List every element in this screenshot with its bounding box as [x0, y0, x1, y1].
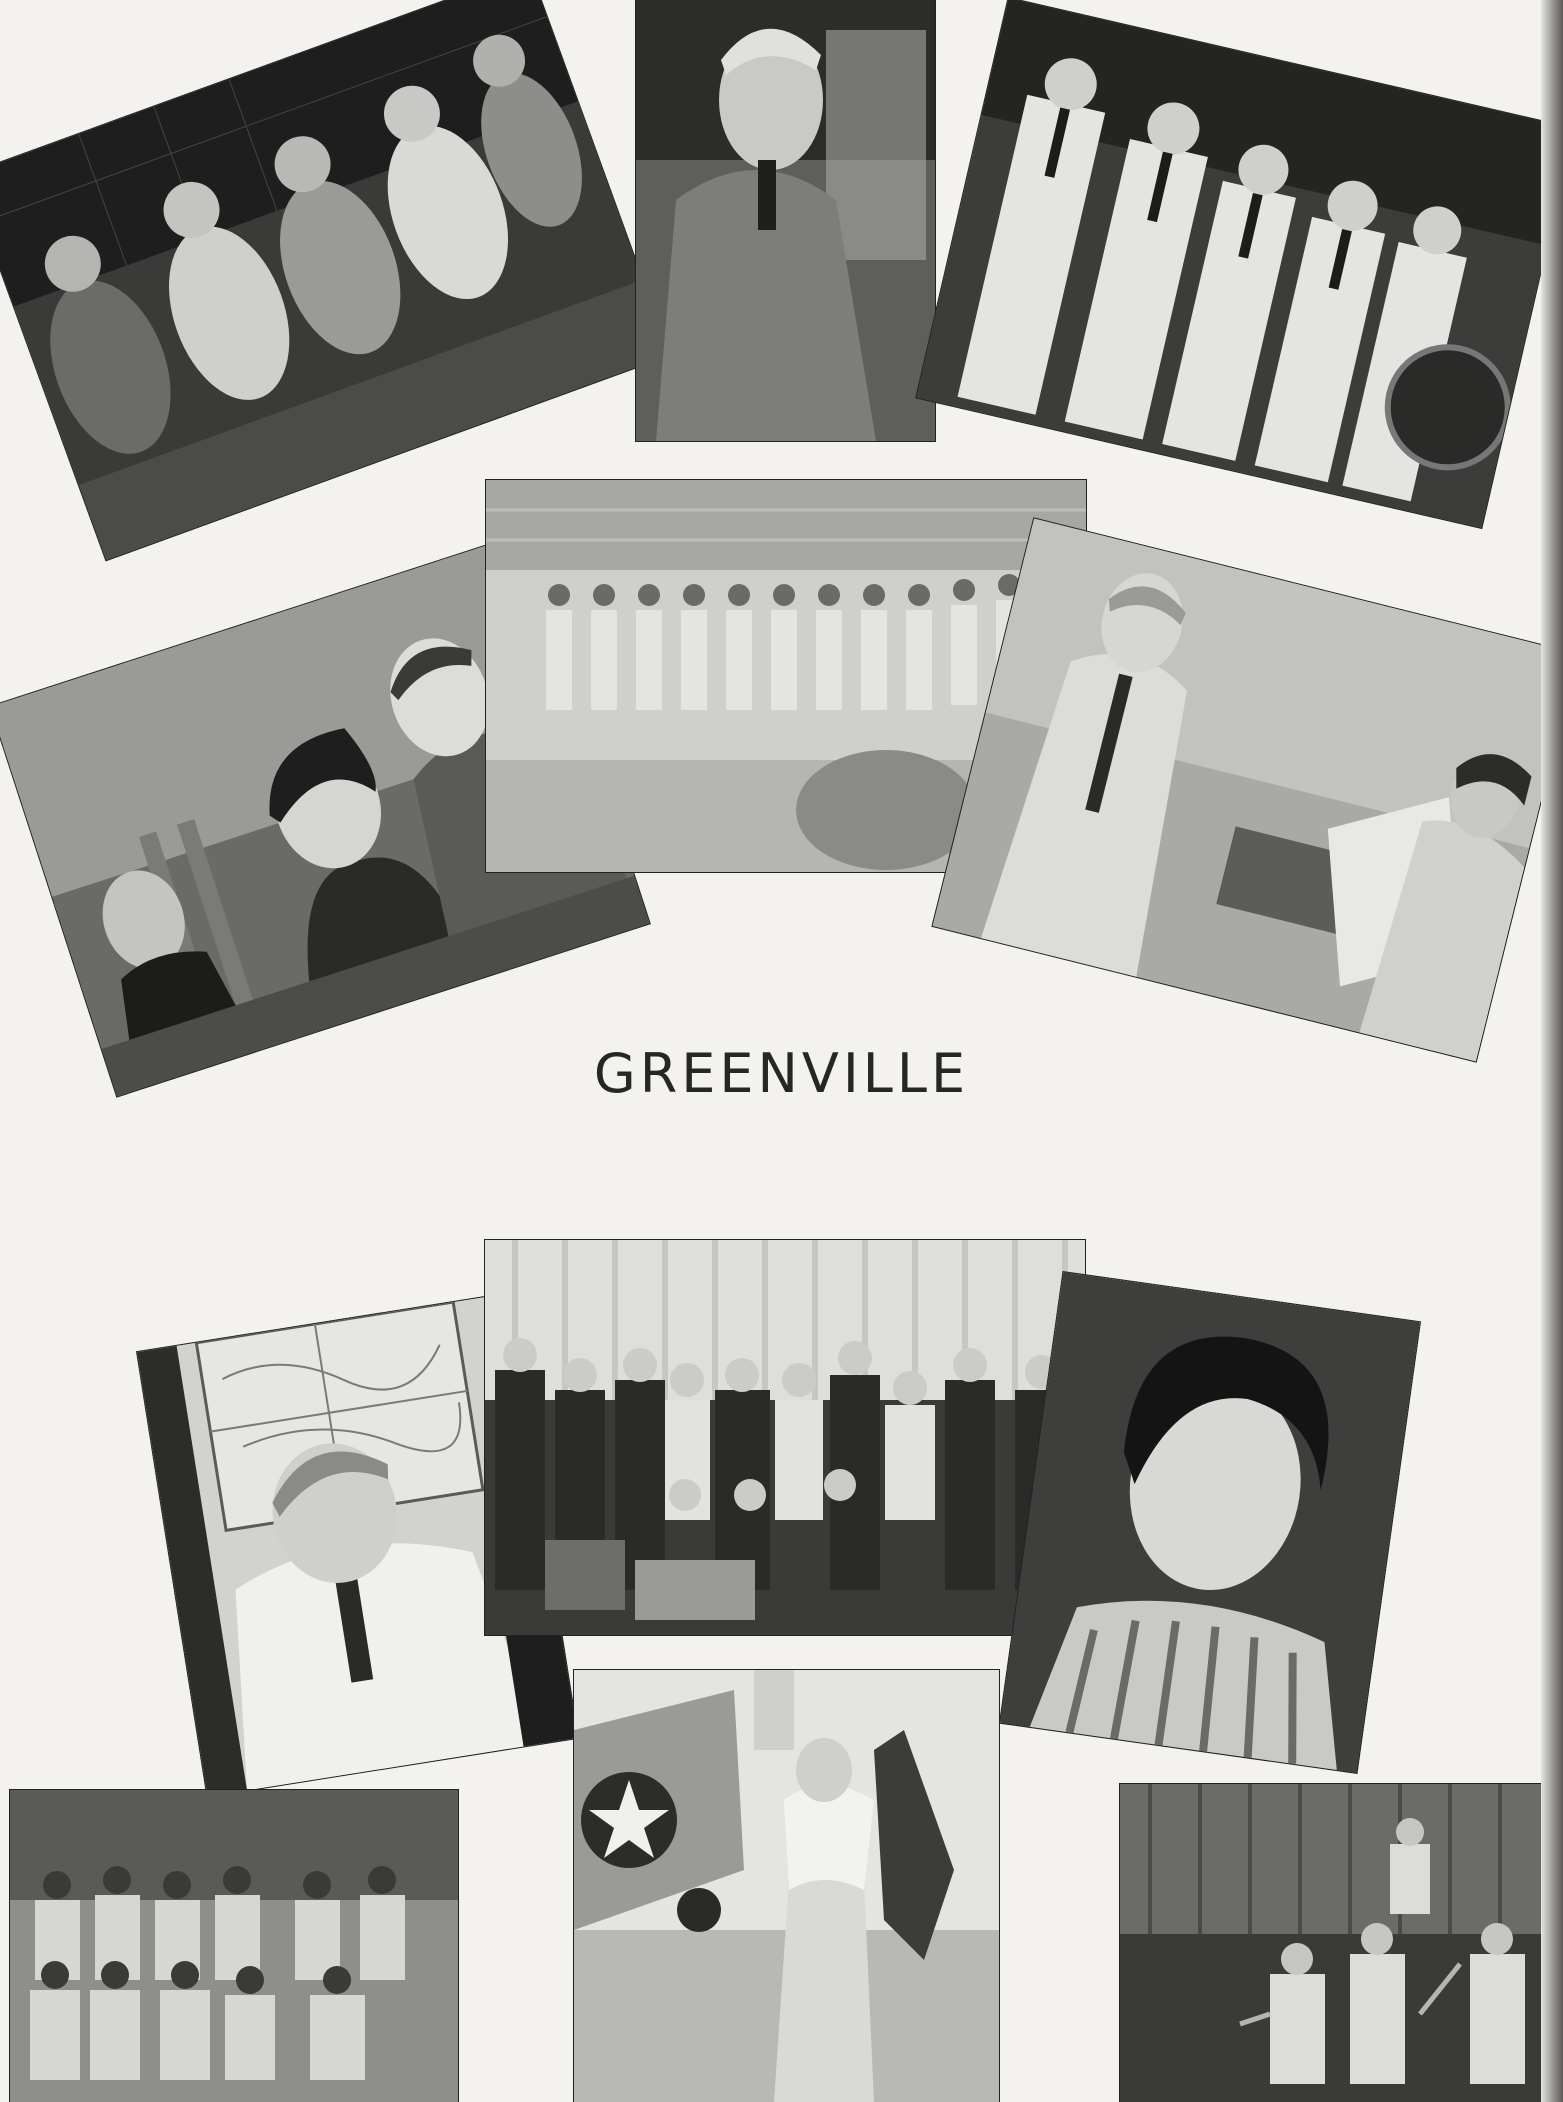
photo-men-beside-aircraft-engine [916, 0, 1563, 528]
page-title: GREENVILLE [593, 1042, 970, 1105]
photo-man-with-tie-and-woman-with-book [933, 518, 1563, 1061]
photo-portrait-of-woman [1000, 1272, 1420, 1773]
photo-man-in-tweed-jacket [636, 0, 935, 441]
binding-edge [1541, 0, 1563, 2102]
photo-band-on-stage [1120, 1784, 1542, 2102]
photo-softball-players-bench [0, 0, 670, 560]
photo-graham-aviation-youth-baseball-team [10, 1790, 458, 2102]
photo-man-with-golf-bag-by-airplane [574, 1670, 999, 2102]
photo-office-party-group [485, 1240, 1085, 1635]
